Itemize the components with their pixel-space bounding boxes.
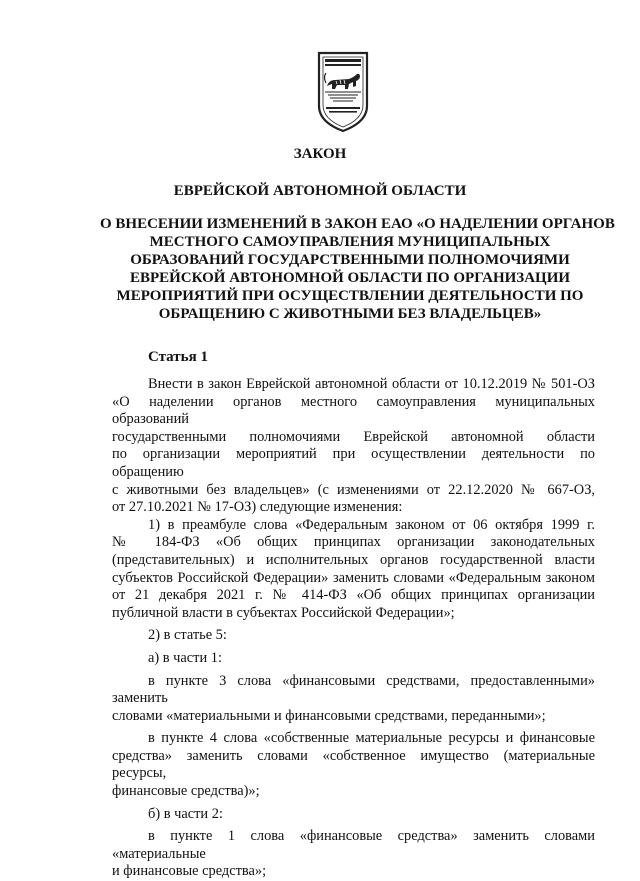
- article-heading: Статья 1: [148, 349, 208, 365]
- body-line: а) в части 1:: [148, 649, 222, 666]
- body-line: государственными полномочиями Еврейской автономной области: [112, 428, 595, 445]
- law-title-line: ОБРАЗОВАНИЙ ГОСУДАРСТВЕННЫМИ ПОЛНОМОЧИЯМИ: [130, 252, 570, 268]
- article-body: [112, 376, 595, 881]
- body-line: в пункте 3 слова «финансовыми средствами, предоставленными» заменить: [112, 672, 595, 707]
- body-line: 1) в преамбуле слова «Федеральным законом от 06 октября 1999 г.: [148, 516, 595, 533]
- body-line: субъектов Российской Федерации» заменить словами «Федеральным законом: [112, 569, 595, 586]
- coat-of-arms-emblem: [316, 50, 370, 134]
- body-line: с животными без владельцев» (с изменениями от 22.12.2020 № 667-ОЗ,: [112, 481, 595, 498]
- law-title-line: ОБРАЩЕНИЮ С ЖИВОТНЫМИ БЕЗ ВЛАДЕЛЬЦЕВ»: [158, 306, 542, 322]
- body-line: (представительных) и исполнительных органов государственной власти: [112, 551, 595, 568]
- body-line: в пункте 1 слова «финансовые средства» заменить словами «материальные: [112, 828, 595, 862]
- body-line: средства» заменить словами «собственное имущество (материальные ресурсы,: [112, 747, 595, 782]
- issuing-region: ЕВРЕЙСКОЙ АВТОНОМНОЙ ОБЛАСТИ: [173, 183, 467, 199]
- body-line: в пункте 4 слова «собственные материальные ресурсы и финансовые: [148, 730, 595, 747]
- body-line: Внести в закон Еврейской автономной области от 10.12.2019 № 501-ОЗ: [148, 376, 595, 392]
- body-line: публичной власти в субъектах Российской Федерации»;: [112, 604, 455, 621]
- body-line: и финансовые средства»;: [112, 863, 267, 880]
- body-line: словами «материальными и финансовыми средствами, переданными»;: [112, 707, 546, 724]
- law-title-line: ЕВРЕЙСКОЙ АВТОНОМНОЙ ОБЛАСТИ ПО ОРГАНИЗАЦИИ: [129, 270, 571, 286]
- body-line: 2) в статье 5:: [148, 627, 227, 644]
- law-title-line: О ВНЕСЕНИИ ИЗМЕНЕНИЙ В ЗАКОН ЕАО «О НАДЕЛЕНИИ ОРГАНОВ: [100, 216, 615, 232]
- law-title-line: МЕРОПРИЯТИЙ ПРИ ОСУЩЕСТВЛЕНИИ ДЕЯТЕЛЬНОСТИ ПО: [116, 288, 584, 304]
- law-title: [100, 215, 615, 323]
- body-line: № 184-ФЗ «Об общих принципах организации законодательных: [112, 534, 595, 551]
- body-line: от 21 декабря 2021 г. № 414-ФЗ «Об общих принципах организации: [112, 587, 595, 604]
- body-line: по организации мероприятий при осуществлении деятельности по обращению: [112, 446, 595, 480]
- body-line: б) в части 2:: [148, 805, 223, 822]
- body-line: от 27.10.2021 № 17-ОЗ) следующие изменения:: [112, 499, 403, 516]
- law-title-line: МЕСТНОГО САМОУПРАВЛЕНИЯ МУНИЦИПАЛЬНЫХ: [149, 234, 551, 250]
- body-line: «О наделении органов местного самоуправления муниципальных образований: [112, 393, 595, 428]
- body-line: финансовые средства)»;: [112, 783, 260, 800]
- document-type: ЗАКОН: [293, 146, 347, 162]
